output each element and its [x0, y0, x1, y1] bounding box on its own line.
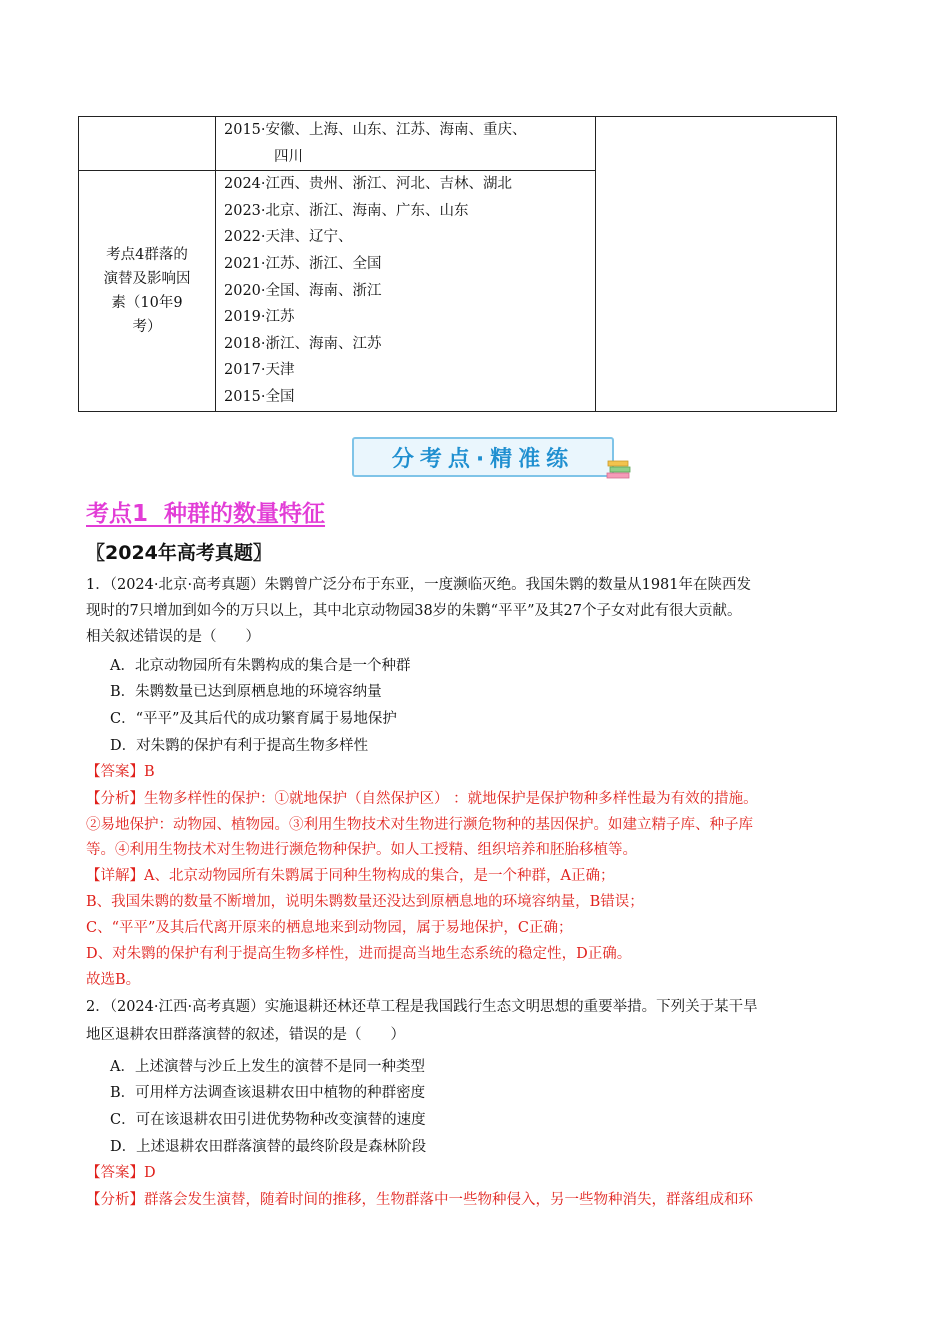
- years-line: 2015·安徽、上海、山东、江苏、海南、重庆、: [224, 122, 527, 138]
- table-row: [79, 117, 837, 171]
- question-stem: 1．（2024·北京·高考真题）朱鹮曾广泛分布于东亚，一度濒临灭绝。我国朱鹮的数量从1981年在陕西发: [86, 577, 751, 593]
- notes-cell: [596, 117, 837, 412]
- years-cell: [216, 117, 596, 171]
- years-line: 2022·天津、辽宁、: [224, 229, 353, 246]
- detail-text: B、我国朱鹮的数量不断增加，说明朱鹮数量还没达到原栖息地的环境容纳量，B错误；: [86, 894, 644, 910]
- option-d: D．对朱鹮的保护有利于提高生物多样性: [110, 738, 369, 754]
- analysis-label: 【分析】: [86, 1192, 144, 1208]
- analysis-text: ②易地保护：动物园、植物园。③利用生物技术对生物进行濒危物种的基因保护。如建立精子库、种子库: [86, 817, 753, 833]
- detail-text: C、“平平”及其后代离开原来的栖息地来到动物园，属于易地保护，C正确；: [86, 920, 573, 936]
- analysis-text: 等。④利用生物技术对生物进行濒危物种保护。如人工授精、组织培养和胚胎移植等。: [86, 842, 637, 858]
- topic-cell: [79, 117, 216, 171]
- exam-topic-table: [78, 116, 837, 412]
- analysis-line: [86, 1190, 753, 1210]
- option-c: C．可在该退耕农田引进优势物种改变演替的速度: [110, 1112, 426, 1128]
- answer-value: B: [144, 764, 155, 780]
- years-line: 2024·江西、贵州、浙江、河北、吉林、湖北: [224, 176, 513, 193]
- answer-label: 【答案】: [86, 1165, 144, 1181]
- subsection-title: 〖2024年高考真题〗: [86, 542, 272, 564]
- detail-text: A、北京动物园所有朱鹮属于同种生物构成的集合，是一个种群，A正确；: [144, 868, 615, 884]
- detail-text: 故选B。: [86, 972, 141, 988]
- detail-text: D、对朱鹮的保护有利于提高生物多样性，进而提高当地生态系统的稳定性，D正确。: [86, 946, 632, 962]
- analysis-line: [86, 789, 758, 809]
- answer-line: [86, 1163, 156, 1183]
- answer-label: 【答案】: [86, 764, 144, 780]
- topic-line: 考点4群落的: [106, 246, 188, 263]
- years-line: 2017·天津: [224, 362, 295, 379]
- option-d: D．上述退耕农田群落演替的最终阶段是森林阶段: [110, 1139, 427, 1155]
- topic-line: 素（10年9: [111, 294, 183, 311]
- question-stem: 地区退耕农田群落演替的叙述，错误的是（ ）: [86, 1027, 405, 1043]
- answer-line: [86, 762, 155, 782]
- section-title: 考点1 种群的数量特征: [86, 501, 326, 527]
- analysis-label: 【分析】: [86, 791, 144, 807]
- years-line: 2015·全国: [224, 388, 295, 405]
- option-c: C．“平平”及其后代的成功繁育属于易地保护: [110, 711, 397, 727]
- option-a: A．北京动物园所有朱鹮构成的集合是一个种群: [110, 658, 411, 674]
- analysis-text: 群落会发生演替，随着时间的推移，生物群落中一些物种侵入，另一些物种消失，群落组成和环: [144, 1192, 753, 1208]
- detail-line: [86, 866, 614, 886]
- question-stem: 2．（2024·江西·高考真题）实施退耕还林还草工程是我国践行生态文明思想的重要举措。下列关于某干旱: [86, 999, 758, 1015]
- years-line: 四川: [274, 148, 303, 165]
- section-banner: 分考点·精准练: [352, 437, 614, 477]
- analysis-text: 生物多样性的保护：①就地保护（自然保护区） ：就地保护是保护物种多样性最为有效的措施。: [144, 791, 758, 807]
- years-line: 2018·浙江、海南、江苏: [224, 335, 382, 352]
- topic-cell: [79, 171, 216, 411]
- topic-line: 演替及影响因: [103, 270, 191, 287]
- topic-line: 考）: [132, 318, 162, 335]
- years-line: 2021·江苏、浙江、全国: [224, 255, 382, 272]
- detail-label: 【详解】: [86, 868, 144, 884]
- option-b: B．可用样方法调查该退耕农田中植物的种群密度: [110, 1085, 426, 1101]
- books-icon: [606, 458, 632, 480]
- years-line: 2020·全国、海南、浙江: [224, 282, 382, 299]
- years-line: 2019·江苏: [224, 309, 295, 326]
- question-stem: 现时的7只增加到如今的万只以上，其中北京动物园38岁的朱鹮“平平”及其27个子女对此有很大贡献。: [86, 603, 742, 619]
- question-stem: 相关叙述错误的是（ ）: [86, 629, 260, 645]
- option-a: A．上述演替与沙丘上发生的演替不是同一种类型: [110, 1059, 425, 1075]
- years-cell: [216, 171, 596, 411]
- option-b: B．朱鹮数量已达到原栖息地的环境容纳量: [110, 684, 382, 700]
- years-line: 2023·北京、浙江、海南、广东、山东: [224, 202, 469, 219]
- answer-value: D: [144, 1165, 156, 1181]
